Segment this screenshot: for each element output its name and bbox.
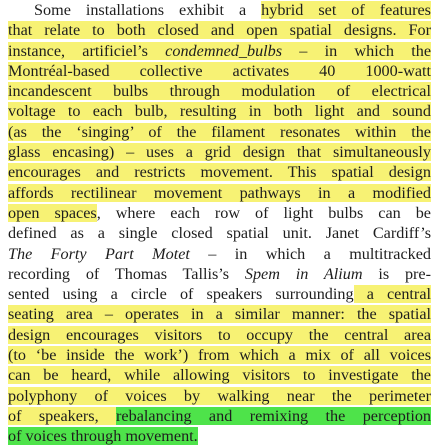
text-line [8, 345, 431, 365]
text-line [8, 122, 431, 142]
highlight-yellow: Montréal-based collective activates 40 1000-watt [8, 61, 431, 80]
text-line [8, 0, 431, 20]
italic-title: The Forty Part Motet [8, 244, 190, 263]
text-line [8, 81, 431, 101]
highlight-green: rebalancing and remixing the perception [116, 406, 432, 425]
highlight-yellow: polyphony of voices by walking near the perimeter [8, 386, 431, 405]
text-line [8, 142, 431, 162]
highlight-yellow: – in which the [282, 41, 431, 60]
text-line [8, 304, 431, 324]
highlight-yellow: encourages and restricts movement. [8, 163, 273, 182]
highlight-yellow: the spatial [356, 305, 432, 324]
text-run: defined as a single closed spatial unit. Janet Cardiff’s [8, 224, 431, 243]
highlight-yellow: voltage to each bulb, resulting in both light and sound [8, 102, 431, 121]
body-paragraph [8, 0, 431, 447]
text-line [8, 61, 431, 81]
highlight-yellow: seating area – operates in a similar manner: [8, 305, 357, 324]
highlight-yellow: that relate to both closed and open spatial designs. For [8, 21, 431, 40]
highlight-yellow: simultaneously [332, 143, 431, 162]
text-line [8, 406, 431, 426]
highlight-yellow: hybrid set of features [261, 1, 431, 19]
text-run: recording of Thomas Tallis’s [8, 264, 245, 283]
text-line [8, 386, 431, 406]
text-line [8, 325, 431, 345]
text-run: is pre- [362, 264, 431, 283]
text-line [8, 183, 431, 203]
highlight-yellow: (to ‘be inside the work’) from which a mix of all voices [8, 346, 431, 365]
text-line [8, 203, 431, 223]
text-line [8, 20, 431, 40]
italic-title: condemned_bulbs [165, 41, 283, 60]
highlight-yellow: (as the ‘singing’ of the filament resonates within the [8, 122, 431, 141]
text-line [8, 365, 431, 385]
highlight-yellow: a central [353, 285, 432, 304]
text-run: , where each row of light bulbs can be [96, 203, 431, 222]
text-line [8, 284, 431, 304]
text-line [8, 426, 431, 446]
highlight-yellow: of speakers, [8, 406, 117, 425]
highlight-yellow: incandescent bulbs through modulation of electrical [8, 82, 431, 101]
highlight-yellow: This spatial design [272, 163, 431, 182]
highlight-yellow: design encourages visitors to occupy the central area [8, 325, 431, 344]
text-line [8, 162, 431, 182]
text-run: sented using a circle of speakers surrounding [8, 285, 354, 304]
text-run: – in which a multitracked [189, 244, 431, 263]
text-line [8, 223, 431, 243]
highlight-yellow: open spaces [8, 203, 97, 222]
highlight-yellow: instance, artificiel’s [8, 41, 166, 60]
text-line [8, 264, 431, 284]
highlight-yellow: glass encasing) – uses a grid design that [8, 143, 333, 162]
highlight-yellow: can be heard, while allowing visitors to investigate the [8, 366, 431, 385]
text-line [8, 41, 431, 61]
highlight-yellow: affords rectilinear movement pathways in a modified [8, 183, 431, 202]
text-line [8, 244, 431, 264]
text-line [8, 101, 431, 121]
highlight-green: of voices through movement. [8, 427, 198, 446]
text-run: Some installations exhibit a [34, 1, 262, 19]
italic-title: Spem in Alium [244, 264, 363, 283]
